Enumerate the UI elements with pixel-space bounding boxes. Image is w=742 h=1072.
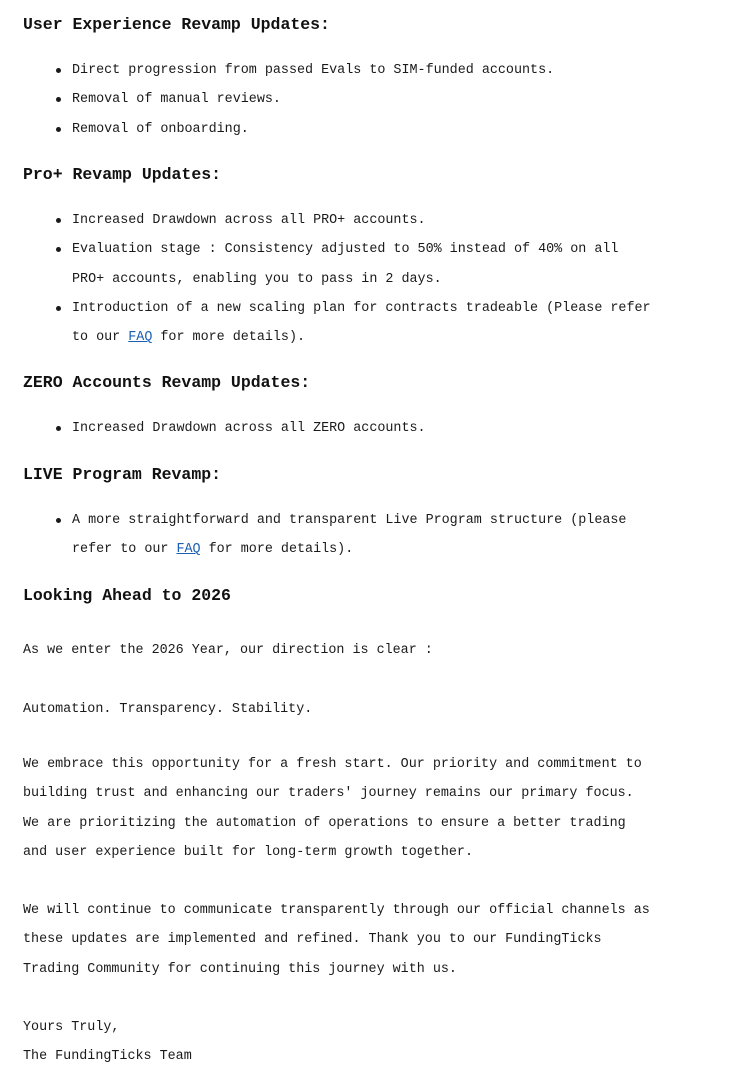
- priority-paragraph: [23, 750, 733, 867]
- paragraph-line: building trust and enhancing our traders' journey remains our primary focus.: [23, 786, 634, 802]
- paragraph-line: We will continue to communicate transparently through our official channels as: [23, 903, 650, 918]
- paragraph-line: these updates are implemented and refined. Thank you to our FundingTicks: [23, 932, 602, 948]
- pro-list: [0, 206, 660, 352]
- signoff-line: Yours Truly,: [23, 1020, 120, 1035]
- list-item: [0, 294, 660, 353]
- intro-paragraph: As we enter the 2026 Year, our direction is clear :: [23, 643, 433, 658]
- faq-link[interactable]: FAQ: [176, 542, 201, 558]
- faq-link[interactable]: FAQ: [128, 330, 153, 346]
- list-item-text: refer to our: [72, 542, 177, 558]
- zero-list: [0, 414, 660, 443]
- list-item-text: A more straightforward and transparent Live Program structure (please: [72, 513, 627, 528]
- list-item: Removal of manual reviews.: [0, 85, 660, 114]
- list-item: Increased Drawdown across all PRO+ accounts.: [0, 206, 660, 235]
- paragraph-line: We embrace this opportunity for a fresh start. Our priority and commitment to: [23, 757, 642, 772]
- signoff: [23, 1013, 733, 1072]
- signature: The FundingTicks Team: [23, 1049, 192, 1065]
- live-heading: LIVE Program Revamp:: [23, 465, 222, 484]
- list-item: Removal of onboarding.: [0, 115, 660, 144]
- pro-heading: Pro+ Revamp Updates:: [23, 165, 222, 184]
- communication-paragraph: [23, 896, 733, 984]
- list-item: Direct progression from passed Evals to SIM-funded accounts.: [0, 56, 660, 85]
- list-item-text: Evaluation stage : Consistency adjusted to 50% instead of 40% on all: [72, 242, 619, 258]
- list-item-text: PRO+ accounts, enabling you to pass in 2 days.: [72, 271, 442, 287]
- list-item-text: for more details).: [152, 330, 306, 346]
- ux-heading: User Experience Revamp Updates:: [23, 15, 330, 34]
- list-item-text: for more details).: [200, 542, 354, 558]
- paragraph-line: and user experience built for long-term growth together.: [23, 844, 473, 860]
- live-list: [0, 506, 660, 565]
- ux-list: [0, 56, 660, 144]
- motto-paragraph: Automation. Transparency. Stability.: [23, 702, 313, 717]
- paragraph-line: Trading Community for continuing this journey with us.: [23, 961, 457, 977]
- zero-heading: ZERO Accounts Revamp Updates:: [23, 373, 311, 392]
- list-item: Increased Drawdown across all ZERO accounts.: [0, 414, 660, 443]
- paragraph-line: We are prioritizing the automation of operations to ensure a better trading: [23, 815, 626, 831]
- list-item-text: to our: [72, 330, 129, 346]
- list-item-text: Introduction of a new scaling plan for contracts tradeable (Please refer: [72, 300, 651, 316]
- list-item: [0, 506, 660, 565]
- ahead-heading: Looking Ahead to 2026: [23, 586, 231, 605]
- list-item: [0, 235, 660, 294]
